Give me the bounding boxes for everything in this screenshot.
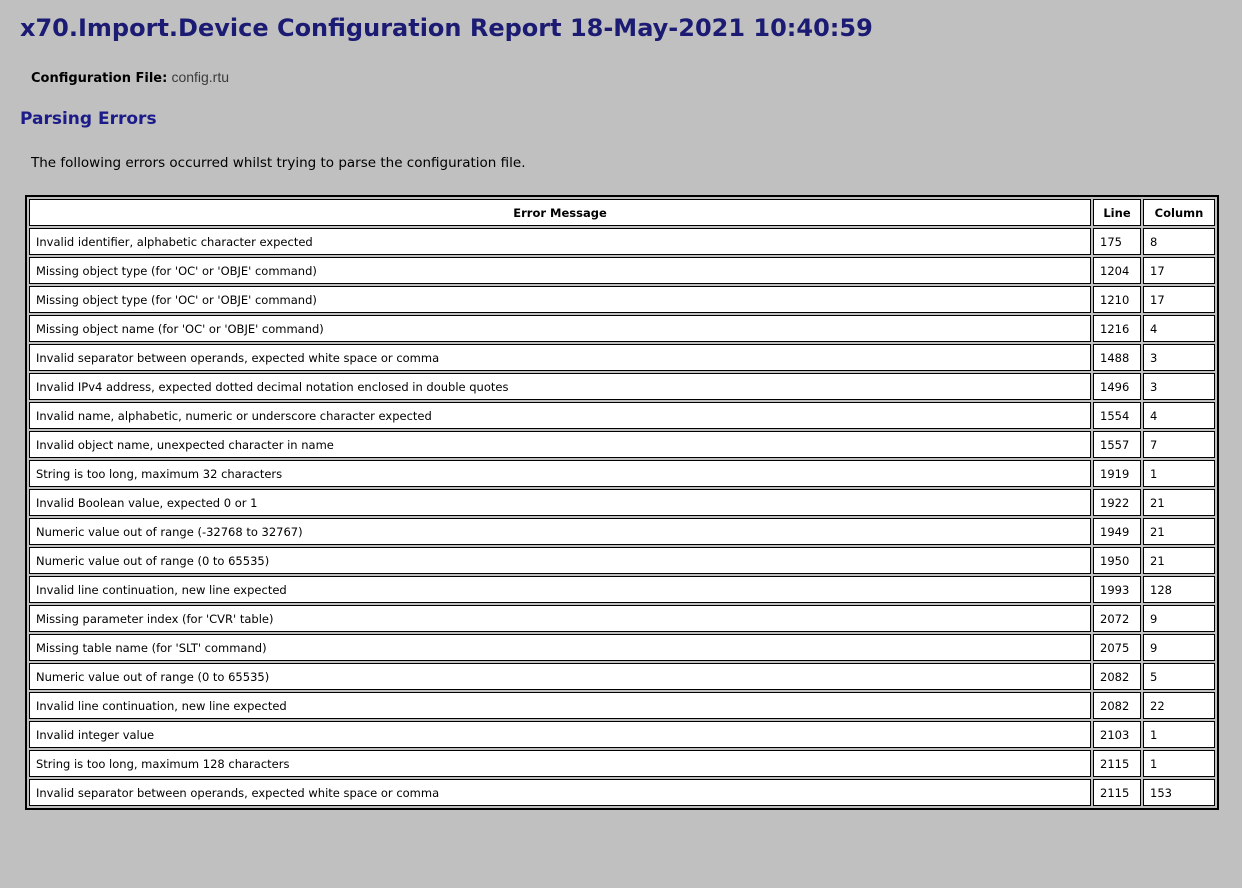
table-row xyxy=(29,373,1215,400)
line-cell: 1554 xyxy=(1093,402,1141,429)
header-line: Line xyxy=(1093,199,1141,226)
error-message-cell: Missing table name (for 'SLT' command) xyxy=(29,634,1091,661)
header-error-message: Error Message xyxy=(29,199,1091,226)
line-cell: 2115 xyxy=(1093,779,1141,806)
column-cell: 1 xyxy=(1143,721,1215,748)
table-row xyxy=(29,257,1215,284)
column-cell: 8 xyxy=(1143,228,1215,255)
error-table-body xyxy=(29,228,1215,806)
error-message-cell: Invalid Boolean value, expected 0 or 1 xyxy=(29,489,1091,516)
error-message-cell: Numeric value out of range (0 to 65535) xyxy=(29,547,1091,574)
column-cell: 1 xyxy=(1143,750,1215,777)
parsing-errors-intro: The following errors occurred whilst trying to parse the configuration file. xyxy=(31,155,526,171)
table-row xyxy=(29,489,1215,516)
column-cell: 21 xyxy=(1143,547,1215,574)
table-row xyxy=(29,692,1215,719)
table-row xyxy=(29,605,1215,632)
parsing-errors-heading: Parsing Errors xyxy=(20,109,157,129)
line-cell: 1993 xyxy=(1093,576,1141,603)
line-cell: 1922 xyxy=(1093,489,1141,516)
error-message-cell: Numeric value out of range (0 to 65535) xyxy=(29,663,1091,690)
error-message-cell: Invalid IPv4 address, expected dotted decimal notation enclosed in double quotes xyxy=(29,373,1091,400)
table-row xyxy=(29,634,1215,661)
column-cell: 3 xyxy=(1143,344,1215,371)
line-cell: 2082 xyxy=(1093,692,1141,719)
table-row xyxy=(29,460,1215,487)
column-cell: 22 xyxy=(1143,692,1215,719)
column-cell: 17 xyxy=(1143,257,1215,284)
error-message-cell: Numeric value out of range (-32768 to 32767) xyxy=(29,518,1091,545)
column-cell: 21 xyxy=(1143,489,1215,516)
error-message-cell: Invalid name, alphabetic, numeric or underscore character expected xyxy=(29,402,1091,429)
error-message-cell: String is too long, maximum 128 characters xyxy=(29,750,1091,777)
error-message-cell: Missing parameter index (for 'CVR' table) xyxy=(29,605,1091,632)
error-message-cell: Missing object name (for 'OC' or 'OBJE' command) xyxy=(29,315,1091,342)
configuration-file-label: Configuration File: xyxy=(31,71,168,86)
error-message-cell: String is too long, maximum 32 characters xyxy=(29,460,1091,487)
error-message-cell: Invalid object name, unexpected character in name xyxy=(29,431,1091,458)
column-cell: 9 xyxy=(1143,634,1215,661)
error-message-cell: Missing object type (for 'OC' or 'OBJE' command) xyxy=(29,257,1091,284)
line-cell: 2072 xyxy=(1093,605,1141,632)
line-cell: 1557 xyxy=(1093,431,1141,458)
table-row xyxy=(29,721,1215,748)
line-cell: 175 xyxy=(1093,228,1141,255)
table-row xyxy=(29,344,1215,371)
line-cell: 1204 xyxy=(1093,257,1141,284)
line-cell: 1488 xyxy=(1093,344,1141,371)
line-cell: 2082 xyxy=(1093,663,1141,690)
table-row xyxy=(29,518,1215,545)
error-message-cell: Invalid line continuation, new line expected xyxy=(29,692,1091,719)
column-cell: 3 xyxy=(1143,373,1215,400)
table-row xyxy=(29,402,1215,429)
line-cell: 1496 xyxy=(1093,373,1141,400)
header-column: Column xyxy=(1143,199,1215,226)
column-cell: 5 xyxy=(1143,663,1215,690)
line-cell: 2075 xyxy=(1093,634,1141,661)
column-cell: 128 xyxy=(1143,576,1215,603)
table-row xyxy=(29,228,1215,255)
column-cell: 9 xyxy=(1143,605,1215,632)
configuration-file-line xyxy=(31,69,229,86)
table-row xyxy=(29,576,1215,603)
table-row xyxy=(29,286,1215,313)
error-message-cell: Invalid identifier, alphabetic character expected xyxy=(29,228,1091,255)
table-row xyxy=(29,779,1215,806)
table-row xyxy=(29,750,1215,777)
table-row xyxy=(29,547,1215,574)
table-row xyxy=(29,431,1215,458)
error-message-cell: Invalid separator between operands, expected white space or comma xyxy=(29,344,1091,371)
line-cell: 1919 xyxy=(1093,460,1141,487)
column-cell: 4 xyxy=(1143,402,1215,429)
column-cell: 21 xyxy=(1143,518,1215,545)
report-title: x70.Import.Device Configuration Report 18-May-2021 10:40:59 xyxy=(20,14,873,42)
error-message-cell: Invalid line continuation, new line expected xyxy=(29,576,1091,603)
error-message-cell: Missing object type (for 'OC' or 'OBJE' command) xyxy=(29,286,1091,313)
line-cell: 1949 xyxy=(1093,518,1141,545)
column-cell: 4 xyxy=(1143,315,1215,342)
configuration-file-value: config.rtu xyxy=(171,69,230,85)
table-header-row xyxy=(29,199,1215,226)
column-cell: 153 xyxy=(1143,779,1215,806)
table-row xyxy=(29,315,1215,342)
error-message-cell: Invalid integer value xyxy=(29,721,1091,748)
error-message-cell: Invalid separator between operands, expected white space or comma xyxy=(29,779,1091,806)
line-cell: 1216 xyxy=(1093,315,1141,342)
line-cell: 2103 xyxy=(1093,721,1141,748)
column-cell: 7 xyxy=(1143,431,1215,458)
column-cell: 17 xyxy=(1143,286,1215,313)
line-cell: 2115 xyxy=(1093,750,1141,777)
table-row xyxy=(29,663,1215,690)
error-table xyxy=(25,195,1219,810)
column-cell: 1 xyxy=(1143,460,1215,487)
line-cell: 1210 xyxy=(1093,286,1141,313)
line-cell: 1950 xyxy=(1093,547,1141,574)
